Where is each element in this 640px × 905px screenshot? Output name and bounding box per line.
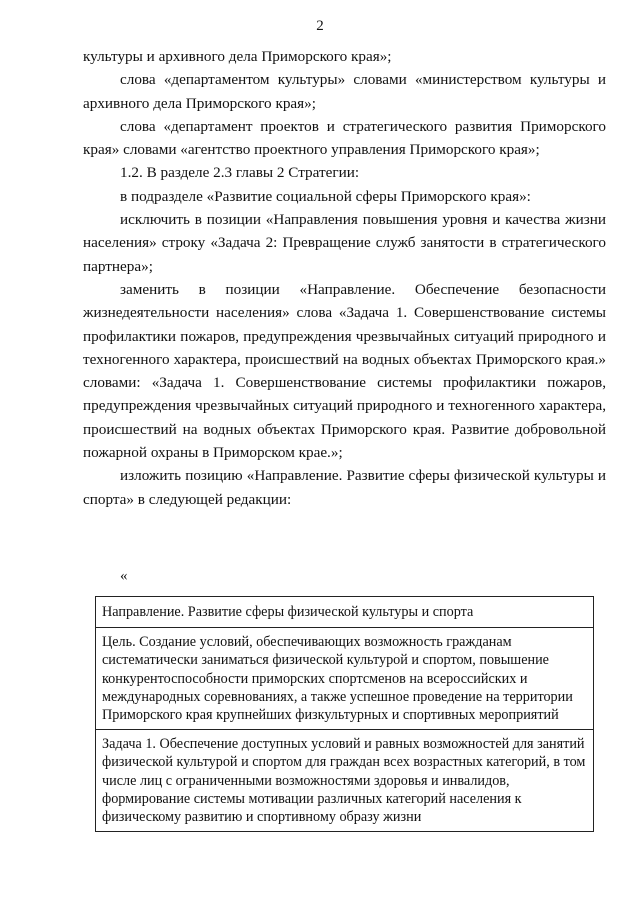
paragraph: слова «департаментом культуры» словами «министерством культуры и архивного дела Приморского края»;: [83, 71, 606, 112]
paragraph: в подразделе «Развитие социальной сферы Приморского края»:: [120, 187, 531, 205]
table-row-goal: Цель. Создание условий, обеспечивающих возможность гражданам систематически заниматься физической культурой и спортом, повышение конкурентоспособности приморских спортсменов на всероссийских и международных соревнованиях, а также успешное проведение на территории Приморского края крупнейших физкультурных и спортивных мероприятий: [96, 628, 593, 730]
table-row-task: Задача 1. Обеспечение доступных условий и равных возможностей для занятий физической культурой и спортом для граждан всех возрастных категорий, в том числе лиц с ограниченными возможностями здоровья и инвалидов, формирование системы мотивации различных категорий населения к физическому развитию и спортивному образу жизни: [102, 736, 586, 826]
paragraph: слова «департамент проектов и стратегического развития Приморского края» словами «агентство проектного управления Приморского края»;: [83, 117, 606, 159]
paragraph: культуры и архивного дела Приморского края»;: [83, 48, 392, 65]
paragraph: заменить в позиции «Направление. Обеспечение безопасности жизнедеятельности населения» слова «Задача 1. Совершенствование системы профилактики пожаров, предупреждения чрезвычайных ситуаций природного и техногенного характера, происшествий на водных объектах Приморского края.» словами: «Задача 1. Совершенствование системы профилактики пожаров, предупреждения чрезвычайных ситуаций природного и техногенного характера, происшествий на водных объектах Приморского края. Развитие добровольной пожарной охраны в Приморском крае.»;: [83, 280, 606, 462]
page-number: 2: [316, 18, 324, 34]
paragraph: исключить в позиции «Направления повышения уровня и качества жизни населения» строку «Задача 2: Превращение служб занятости в стратегического партнера»;: [83, 211, 606, 275]
opening-quote-mark: «: [120, 568, 128, 584]
paragraph: изложить позицию «Направление. Развитие сферы физической культуры и спорта» в следующей редакции:: [83, 467, 606, 508]
strategy-table: [95, 596, 594, 832]
paragraph: 1.2. В разделе 2.3 главы 2 Стратегии:: [120, 164, 360, 182]
table-row-direction: Направление. Развитие сферы физической культуры и спорта: [96, 597, 593, 628]
document-body: [83, 45, 606, 511]
